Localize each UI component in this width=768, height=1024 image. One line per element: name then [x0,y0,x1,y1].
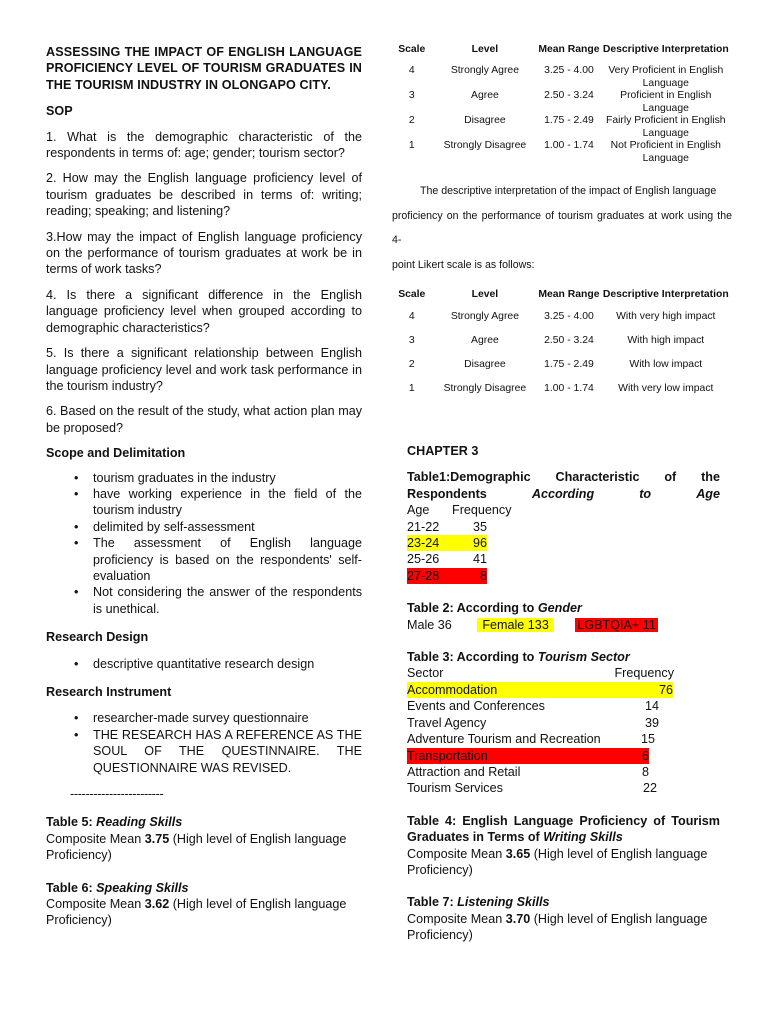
design-item: • descriptive quantitative research design [93,656,362,672]
scale-row [392,335,732,359]
sop-question: 6. Based on the result of the study, what action plan may be proposed? [46,404,362,435]
age-cell: 23-24 [407,536,440,551]
sop-question: 3.How may the impact of English language proficiency on the performance of tourism graduates at work be in terms of work tasks? [46,229,362,277]
scale-cell: 1.75 - 2.49 [544,359,594,370]
table7-pre: Composite Mean [407,911,506,926]
table1-title-line1 [407,469,720,485]
scale-cell: 4 [408,311,415,322]
proficiency-scale-table [392,44,732,165]
table4-mean: 3.65 [505,846,531,861]
sector-row [407,780,657,796]
scope-item: • Not considering the answer of the respondents is unethical. [93,584,362,617]
table6-post: (High level of English language Proficiency) [46,897,347,928]
sector-name: Attraction and Retail [407,764,521,779]
scale-cell: Strongly Agree [450,65,519,76]
frequency-header: Frequency [614,666,674,681]
scale-cell: Agree [471,90,499,101]
table3-italic: Tourism Sector [537,650,630,665]
table7-body [407,911,720,944]
sop-question: 4. Is there a significant difference in the English language proficiency level when grouped according to demographic characteristics? [46,287,362,335]
gender-male: Male 36 [407,617,452,632]
table3-label: Table 3: According to [407,650,538,665]
sector-name: Adventure Tourism and Recreation [407,732,601,747]
sector-row [407,698,659,714]
table7-post: (High level of English language Proficiency) [407,911,708,943]
age-row [407,551,720,567]
scale-header-cell: Mean Range [538,44,600,55]
paragraph-line: proficiency on the performance of tourism graduates at work using the 4- [392,209,732,246]
scale-cell: 1.00 - 1.74 [544,383,594,394]
table4-post: (High level of English language Proficiency) [407,846,708,877]
sector-freq: 22 [642,781,657,796]
table6-mean: 3.62 [144,897,170,912]
scale-header-cell: Scale [398,44,426,55]
frequency-header: Frequency [452,503,512,518]
freq-cell: 35 [472,519,487,534]
table6-pre: Composite Mean [46,897,145,912]
sector-header-row [407,665,720,681]
sector-freq: 6 [641,748,649,763]
scale-cell: Disagree [464,359,506,370]
age-header: Age [407,503,430,518]
sector-name: Travel Agency [407,715,487,730]
scale-row [392,140,732,165]
age-row-content [407,519,487,535]
scope-item: • have working experience in the field of the tourism industry [93,486,362,519]
instrument-list [46,710,362,776]
scale-cell: Agree [471,335,499,346]
table1-title-line2 [407,486,720,502]
sector-row [407,731,655,747]
scale-cell: With very high impact [616,311,716,322]
sector-freq: 15 [640,732,655,747]
table5-pre: Composite Mean [46,831,145,846]
scale-header-cell: Descriptive Interpretation [602,289,729,300]
title-word: According [531,486,595,501]
likert-paragraph [392,179,732,277]
scale-cell: With very low impact [618,383,714,394]
scale-header-cell: Mean Range [538,289,600,300]
title-word: the [701,470,720,485]
table5-italic: Reading Skills [96,815,183,830]
title-word: Table1:Demographic [407,470,531,485]
scale-row [392,115,732,140]
sector-freq: 39 [644,715,659,730]
age-row [407,519,720,535]
scale-cell: Proficient in English Language [620,90,712,114]
scale-header-row [392,289,732,303]
freq-cell: 8 [479,568,487,583]
sector-name: Transportation [407,748,488,763]
scale-cell: 2 [408,115,415,126]
sop-question: 1. What is the demographic characteristic of the respondents in terms of: age; gender; tourism sector? [46,129,362,161]
sector-freq: 8 [641,764,649,779]
scale-cell: 4 [408,65,415,76]
table4-italic: Writing Skills [543,830,623,845]
title-word: to [639,486,652,501]
scope-list [46,470,362,618]
scale-row [392,383,732,407]
table2-title [407,600,720,616]
scale-row [392,311,732,335]
document-title: ASSESSING THE IMPACT OF ENGLISH LANGUAGE PROFICIENCY LEVEL OF TOURISM GRADUATES IN THE TOURISM INDUSTRY IN OLONGAPO CITY. [46,45,362,92]
paragraph-line: point Likert scale is as follows: [392,258,535,271]
scale-cell: With low impact [629,359,703,370]
age-row-content [407,551,487,567]
scale-cell: 2.50 - 3.24 [544,90,594,101]
scale-header-cell: Scale [398,289,426,300]
age-row-content [407,535,487,551]
scale-cell: 1.00 - 1.74 [544,140,594,151]
scale-cell: Strongly Agree [450,311,519,322]
scale-header-cell: Descriptive Interpretation [602,44,729,55]
scope-heading: Scope and Delimitation [46,446,186,461]
sop-question: 2. How may the English language proficiency level of tourism graduates be described in terms of: writing; reading; speaking; and listening? [46,171,362,219]
instrument-heading: Research Instrument [46,685,172,699]
scale-header-cell: Level [471,44,499,55]
table7-italic: Listening Skills [457,895,550,910]
sector-name: Tourism Services [407,781,503,796]
sector-freq: 76 [658,682,673,697]
sector-table [407,665,720,796]
gender-female: Female 133 [477,618,554,632]
age-cell: 25-26 [407,552,440,567]
sector-name: Accommodation [407,682,498,697]
age-row [407,535,720,551]
title-word: Respondents [407,486,487,501]
gender-lgbt: LGBTQIA+ 11 [577,617,656,632]
scale-cell: With high impact [627,335,705,346]
age-row-content [407,568,487,584]
table3-title [407,649,720,665]
sop-heading: SOP [46,104,73,119]
sop-question-list [46,129,362,437]
scale-cell: Strongly Disagree [443,140,527,151]
dash-separator: ------------------------ [70,787,164,802]
sector-header: Sector [407,666,444,681]
age-row [407,568,720,584]
freq-cell: 96 [472,536,487,551]
scale-header-row [392,44,732,58]
scale-cell: Not Proficient in English Language [610,140,721,164]
table4-label: Table 4: English Language Proficiency of Tourism Graduates in Terms of [407,813,720,845]
scale-cell: Disagree [464,115,506,126]
scale-cell: Strongly Disagree [443,383,527,394]
sector-row [407,748,649,764]
scale-cell: Very Proficient in English Language [608,65,724,89]
scale-cell: 2.50 - 3.24 [544,335,594,346]
table6-italic: Speaking Skills [96,880,189,895]
design-list [46,656,362,672]
table5-mean: 3.75 [144,831,170,846]
age-header-row [407,502,720,518]
table7-title [407,894,720,910]
impact-scale-table [392,289,732,407]
scale-cell: 1 [408,140,415,151]
scope-item: • tourism graduates in the industry [93,470,362,486]
table6-title [46,880,362,896]
scale-row [392,65,732,90]
scale-row [392,90,732,115]
scale-header-cell: Level [471,289,499,300]
scale-cell: 3 [408,335,415,346]
age-cell: 27-28 [407,568,440,583]
scale-cell: 1 [408,383,415,394]
sector-row [407,715,659,731]
design-heading: Research Design [46,630,149,645]
chapter-heading: CHAPTER 3 [407,444,479,458]
title-word: of [664,470,677,485]
table5-label: Table 5: [46,815,97,830]
table5-post: (High level of English language Proficiency) [46,831,347,863]
table4-body [407,846,720,879]
table4-title [407,813,720,846]
scope-item: • The assessment of English language proficiency is based on the respondents' self-evaluation [93,535,362,584]
scale-row [392,359,732,383]
age-cell: 21-22 [407,519,440,534]
table5-title [46,814,362,830]
scale-cell: Fairly Proficient in English Language [606,115,726,139]
scope-item: • delimited by self-assessment [93,519,362,535]
instrument-item: • THE RESEARCH HAS A REFERENCE AS THE SOUL OF THE QUESTINNAIRE. THE QUESTIONNAIRE WAS REVISED. [93,727,362,776]
paragraph-line: The descriptive interpretation of the impact of English language [420,185,717,197]
right-column [392,0,732,944]
sector-row [407,682,673,698]
table7-label: Table 7: [407,895,458,910]
table4-pre: Composite Mean [407,846,506,861]
table5-body [46,831,362,864]
title-word: Age [696,486,720,501]
sector-name: Events and Conferences [407,699,545,714]
scale-cell: 3.25 - 4.00 [544,65,594,76]
age-table [407,502,720,584]
scale-cell: 1.75 - 2.49 [544,115,594,126]
sector-row [407,764,649,780]
scale-cell: 3.25 - 4.00 [544,311,594,322]
freq-cell: 41 [472,552,487,567]
gender-line [407,617,720,633]
table2-italic: Gender [537,601,582,616]
table2-label: Table 2: According to [407,601,538,616]
title-word: Characteristic [555,470,640,485]
sector-freq: 14 [644,699,659,714]
instrument-item: • researcher-made survey questionnaire [93,710,362,726]
scale-cell: 2 [408,359,415,370]
table7-mean: 3.70 [505,911,531,926]
scale-cell: 3 [408,90,415,101]
table6-label: Table 6: [46,880,97,895]
left-column [46,0,362,929]
sop-question: 5. Is there a significant relationship between English language proficiency level and work task performance in the tourism industry? [46,346,362,393]
table6-body [46,896,362,929]
chapter3-section [407,443,720,944]
